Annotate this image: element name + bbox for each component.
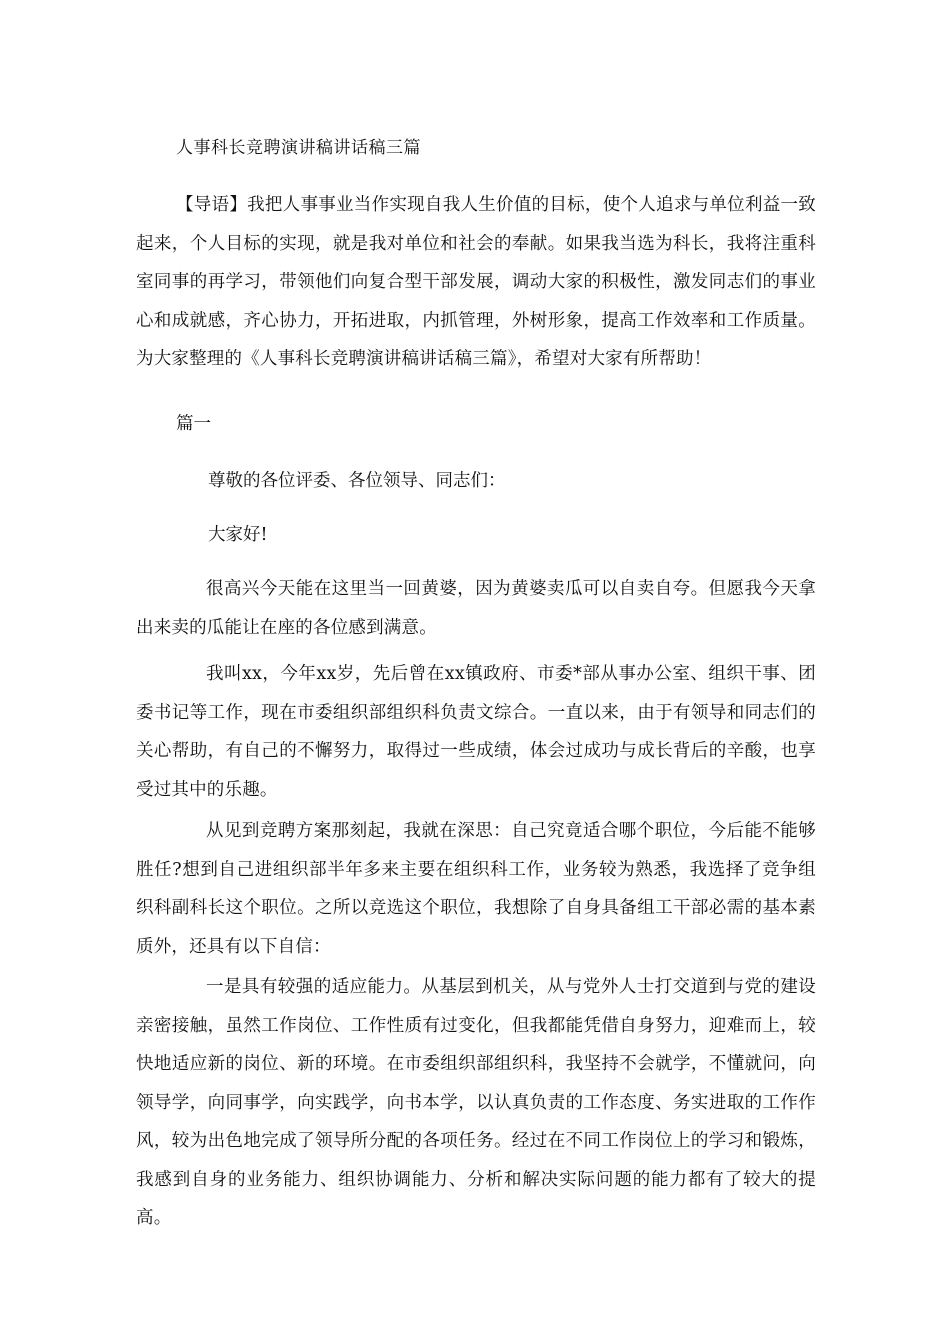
body-paragraph-1: 很高兴今天能在这里当一回黄婆，因为黄婆卖瓜可以自卖自夸。但愿我今天拿出来卖的瓜能让在座的各位感到满意。 (136, 579, 816, 638)
salutation: 尊敬的各位评委、各位领导、同志们： (208, 471, 506, 491)
body-paragraph-4: 一是具有较强的适应能力。从基层到机关，从与党外人士打交道到与党的建设亲密接触，虽然工作岗位、工作性质有过变化，但我都能凭借自身努力，迎难而上，较快地适应新的岗位、新的环境。在市委组织部组织科，我坚持不会就学，不懂就问，向领导学，向同事学，向实践学，向书本学，以认真负责的工作态度、务实进取的工作作风，较为出色地完成了领导所分配的各项任务。经过在不同工作岗位上的学习和锻炼，我感到自身的业务能力、组织协调能力、分析和解决实际问题的能力都有了较大的提高。 (136, 977, 816, 1228)
document-title: 人事科长竞聘演讲稿讲话稿三篇 (176, 138, 421, 158)
body-paragraph-3: 从见到竞聘方案那刻起，我就在深思：自己究竟适合哪个职位，今后能不能够胜任?想到自己进组织部半年多来主要在组织科工作，业务较为熟悉，我选择了竞争组织科副科长这个职位。之所以竞选这个职位，我想除了自身具备组工干部必需的基本素质外，还具有以下自信： (136, 821, 816, 957)
greeting: 大家好! (208, 525, 268, 545)
intro-paragraph: 【导语】我把人事事业当作实现自我人生价值的目标，使个人追求与单位利益一致起来，个人目标的实现，就是我对单位和社会的奉献。如果我当选为科长，我将注重科室同事的再学习，带领他们向复合型干部发展，调动大家的积极性，激发同志们的事业心和成就感，齐心协力，开拓进取，内抓管理，外树形象，提高工作效率和工作质量。为大家整理的《人事科长竞聘演讲稿讲话稿三篇》，希望对大家有所帮助！ (136, 195, 816, 369)
section-heading: 篇一 (176, 414, 211, 434)
body-paragraph-2: 我叫xx，今年xx岁，先后曾在xx镇政府、市委*部从事办公室、组织干事、团委书记等工作，现在市委组织部组织科负责文综合。一直以来，由于有领导和同志们的关心帮助，有自己的不懈努力，取得过一些成绩，体会过成功与成长背后的辛酸，也享受过其中的乐趣。 (136, 664, 816, 800)
